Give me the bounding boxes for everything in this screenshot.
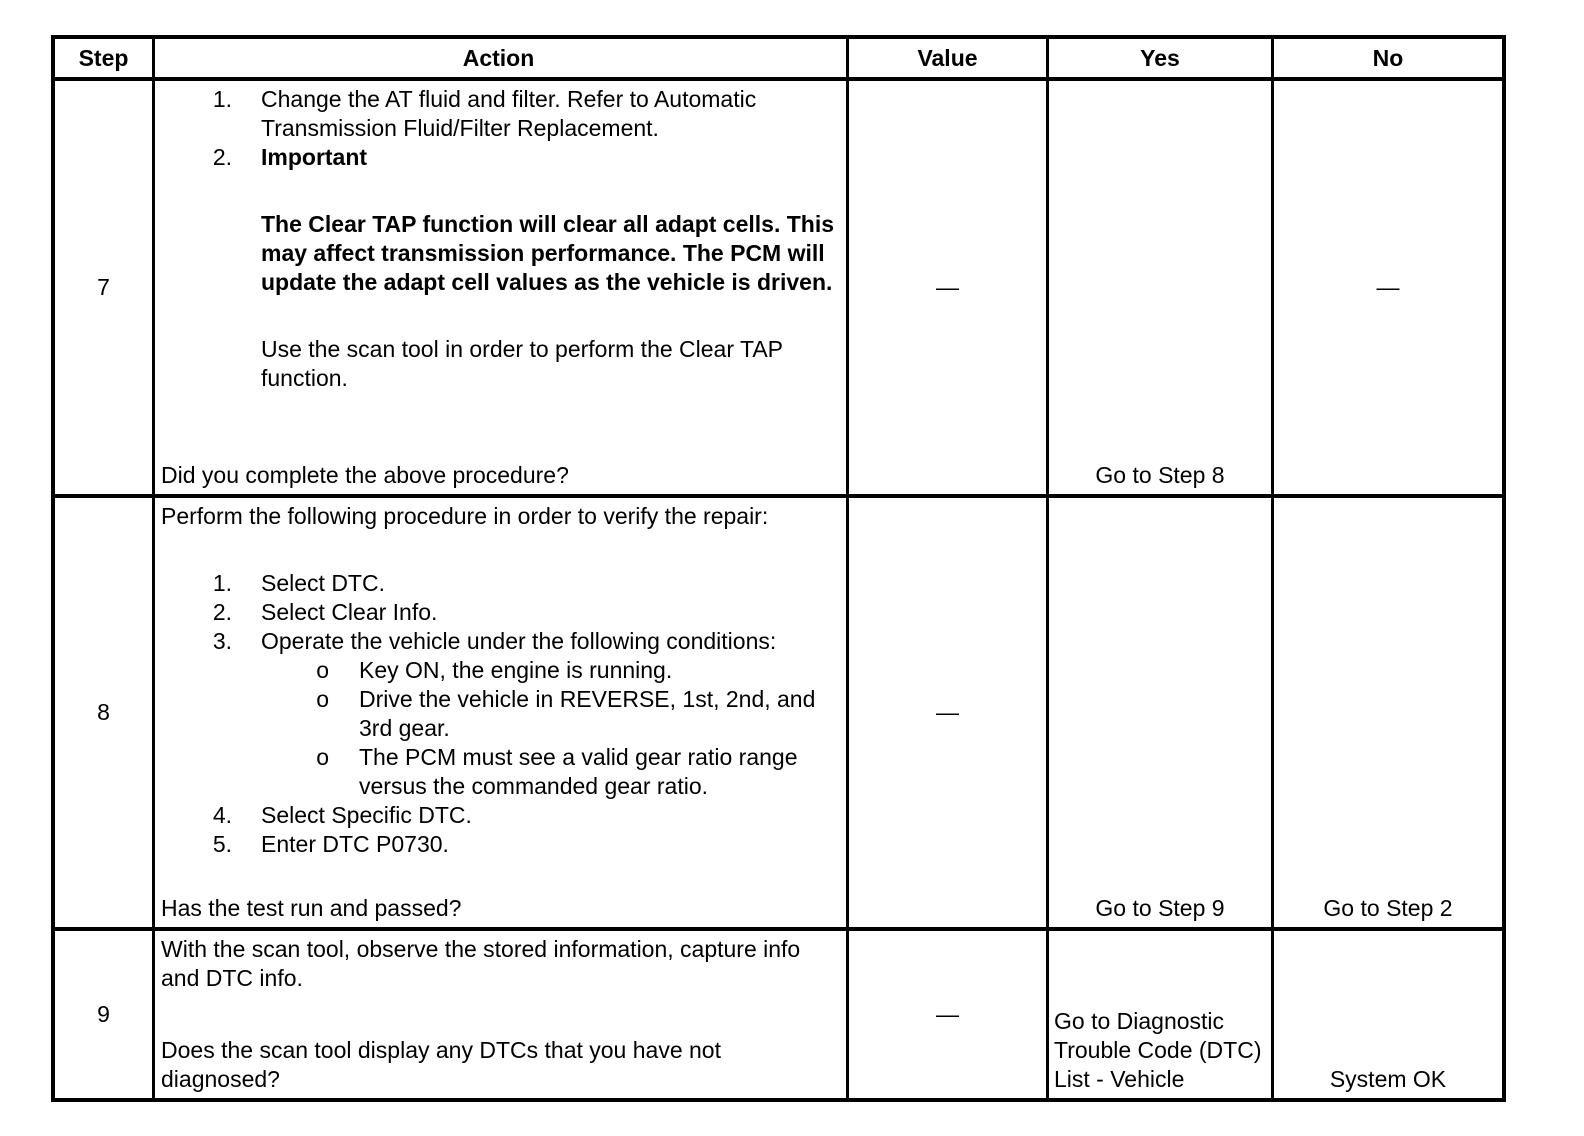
bullet-icon: o <box>316 686 329 712</box>
list-text: Operate the vehicle under the following conditions: <box>261 628 777 654</box>
header-yes: Yes <box>1049 39 1274 77</box>
list-item <box>161 569 836 598</box>
value-cell: — <box>849 931 1049 1098</box>
step-number: 8 <box>55 498 155 927</box>
list-item <box>161 85 836 143</box>
header-value: Value <box>849 39 1049 77</box>
question-text: Has the test run and passed? <box>161 895 462 921</box>
list-text: Change the AT fluid and filter. Refer to Automatic Transmission Fluid/Filter Replacement. <box>261 86 757 141</box>
list-text: Select DTC. <box>261 570 385 596</box>
header-no: No <box>1372 44 1404 71</box>
list-text: Select Clear Info. <box>261 599 438 625</box>
no-result: System OK <box>1329 1066 1447 1092</box>
important-heading: Important <box>261 144 368 170</box>
sub-list-text: Drive the vehicle in REVERSE, 1st, 2nd, and 3rd gear. <box>359 686 816 741</box>
list-item <box>161 627 836 656</box>
intro-text: With the scan tool, observe the stored information, capture info and DTC info. <box>161 936 801 991</box>
bullet-icon: o <box>316 744 329 770</box>
list-number: 3. <box>212 628 232 654</box>
value-cell: — <box>849 81 1049 494</box>
step-number: 7 <box>55 81 155 494</box>
header-step: Step <box>55 39 155 77</box>
list-number: 1. <box>212 86 232 112</box>
sub-list-text: The PCM must see a valid gear ratio range versus the commanded gear ratio. <box>359 744 798 799</box>
list-text: Select Specific DTC. <box>261 802 472 828</box>
sub-list-text: Key ON, the engine is running. <box>359 657 673 683</box>
important-note: The Clear TAP function will clear all adapt cells. This may affect transmission performance. The PCM will update the adapt cell values as the vehicle is driven. <box>261 211 835 295</box>
no-result: Go to Step 2 <box>1323 895 1453 921</box>
action-cell <box>155 498 849 927</box>
sub-list-item <box>161 656 836 685</box>
sub-list-item <box>161 743 836 801</box>
instruction-text: Use the scan tool in order to perform the Clear TAP function. <box>261 336 783 391</box>
action-cell <box>155 931 849 1098</box>
list-number: 4. <box>212 802 232 828</box>
value-cell: — <box>849 498 1049 927</box>
bullet-icon: o <box>316 657 329 683</box>
header-action: Action <box>155 39 849 77</box>
list-number: 2. <box>212 599 232 625</box>
step-number: 9 <box>55 931 155 1098</box>
question-text: Did you complete the above procedure? <box>161 462 569 488</box>
question-text: Does the scan tool display any DTCs that you have not diagnosed? <box>161 1037 721 1092</box>
list-item <box>161 830 836 859</box>
no-result: — <box>1376 274 1400 300</box>
sub-list-item <box>161 685 836 743</box>
action-cell <box>155 81 849 494</box>
list-number: 2. <box>212 144 232 170</box>
list-item <box>161 801 836 830</box>
list-item <box>161 143 836 172</box>
table-row-step-9 <box>55 931 1502 1098</box>
table-row-step-7 <box>55 81 1502 498</box>
diagnostic-table <box>51 35 1506 1102</box>
yes-result: Go to Step 8 <box>1049 81 1274 494</box>
intro-text: Perform the following procedure in order to verify the repair: <box>161 503 769 529</box>
yes-result: Go to Diagnostic Trouble Code (DTC) List - Vehicle <box>1049 931 1274 1098</box>
list-number: 5. <box>212 831 232 857</box>
yes-result: Go to Step 9 <box>1049 498 1274 927</box>
table-row-step-8 <box>55 498 1502 931</box>
list-number: 1. <box>212 570 232 596</box>
table-header-row <box>55 39 1502 81</box>
list-text: Enter DTC P0730. <box>261 831 449 857</box>
list-item <box>161 598 836 627</box>
